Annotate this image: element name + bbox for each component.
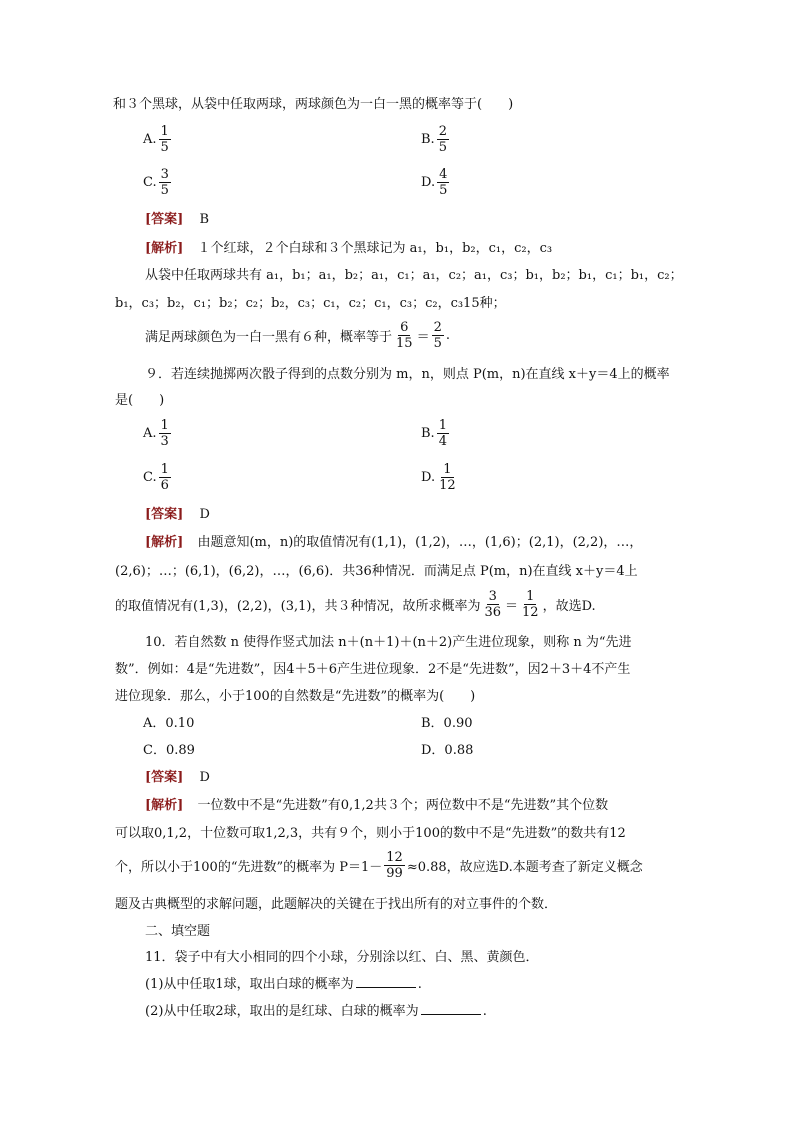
option-label: D. [421,175,436,190]
q11-stem: 11．袋子中有大小相同的四个小球，分别涂以红、白、黑、黄颜色． [145,950,539,965]
answer-value: D [199,507,210,522]
q8-option-a[interactable] [143,124,173,155]
q9-option-b[interactable] [421,418,451,449]
q8-analysis-line-1: [解析] １个红球，２个白球和３个黑球记为 a₁，b₁，b₂，c₁，c₂，c₃ [145,241,553,256]
option-fraction: $\frac{1}{4}$ [438,418,447,449]
analysis-tag: [解析] [145,798,184,813]
q9-answer [145,505,210,525]
section-heading: 二、填空题 [145,924,211,939]
q10-stem-line-3: 进位现象．那么，小于100的自然数是“先进数”的概率为( ) [115,689,476,704]
fraction: $\frac{3}{36}$ [484,589,502,620]
option-fraction: $\frac{3}{5}$ [160,167,169,198]
q8-analysis-line-3: b₁，c₃；b₂，c₁；b₂；c₂；b₂，c₃；c₁，c₂；c₁，c₃；c₂，c₃15种； [115,296,506,311]
option-label: A. [143,426,157,441]
option-label: B. [421,426,435,441]
q9-analysis-line-1: [解析] 由题意知(m，n)的取值情况有(1,1)，(1,2)，…，(1,6)；(2,1)，(2,2)，…， [145,535,643,550]
q10-option-c[interactable]: C．0.89 [143,743,195,758]
option-label: D. [421,470,436,485]
answer-value: D [199,770,210,785]
answer-tag: [答案] [145,212,184,227]
answer-blank[interactable] [356,975,416,988]
q10-analysis-line-2: 可以取0,1,2，十位数可取1,2,3，共有９个，则小于100的数中不是“先进数”的数共有12 [115,826,626,841]
q9-analysis-line-2: (2,6)；…；(6,1)，(6,2)，…，(6,6)．共36种情况．而满足点 P(m，n)在直线 x＋y＝4上 [115,564,638,579]
option-fraction: $\frac{1}{12}$ [439,462,456,493]
q10-analysis-line-3: 个，所以小于100的“先进数”的概率为 P＝1－ $\frac{12}{99}$ ≈0.88，故应选D.本题考查了新定义概念 [115,850,643,881]
q9-analysis-line-3: 的取值情况有(1,3)，(2,2)，(3,1)，共３种情况，故所求概率为 $\frac{3}{36}$ ＝ $\frac{1}{12}$ ，故选D. [115,589,596,620]
q8-option-b[interactable] [421,124,451,155]
option-label: A. [143,132,157,147]
option-label: C. [143,470,157,485]
q10-option-b[interactable]: B．0.90 [421,716,473,731]
q10-option-d[interactable]: D．0.88 [421,743,474,758]
fraction: $\frac{12}{99}$ [386,850,403,881]
answer-blank[interactable] [421,1002,481,1015]
q8-option-c[interactable] [143,167,173,198]
option-label: B. [421,132,435,147]
q8-stem-tail: 和３个黑球，从袋中任取两球，两球颜色为一白一黑的概率等于( ) [113,97,514,112]
fraction: $\frac{1}{12}$ [522,589,539,620]
analysis-tag: [解析] [145,241,184,256]
q10-analysis-line-4: 题及古典概型的求解问题，此题解决的关键在于找出所有的对立事件的个数． [115,897,558,912]
option-fraction: $\frac{1}{6}$ [160,462,169,493]
q8-answer [145,210,209,230]
answer-tag: [答案] [145,507,184,522]
q10-option-a[interactable]: A．0.10 [143,716,195,731]
fraction: $\frac{2}{5}$ [433,320,442,351]
option-fraction: $\frac{1}{3}$ [160,418,169,449]
q9-option-c[interactable] [143,462,173,493]
q9-option-a[interactable] [143,418,173,449]
q9-stem-line-1: ９．若连续抛掷两次骰子得到的点数分别为 m，n，则点 P(m，n)在直线 x＋y＝4上的概率 [145,367,670,382]
analysis-tag: [解析] [145,535,184,550]
q9-option-d[interactable] [421,462,460,493]
q8-option-d[interactable] [421,167,451,198]
answer-value: B [199,212,210,227]
option-fraction: $\frac{2}{5}$ [438,124,447,155]
q11-sub-2: (2)从中任取2球，取出的是红球、白球的概率为 . [145,1004,487,1019]
q10-stem-line-2: 数”．例如：4是“先进数”，因4＋5＋6产生进位现象．2不是“先进数”，因2＋3＋4不产生 [115,662,631,677]
q11-sub-1: (1)从中任取1球，取出白球的概率为 . [145,977,422,992]
option-fraction: $\frac{4}{5}$ [439,167,448,198]
answer-tag: [答案] [145,770,184,785]
q8-analysis-line-2: 从袋中任取两球共有 a₁，b₁；a₁，b₂；a₁，c₁；a₁，c₂；a₁，c₃；b₁，b₂；b₁，c₁；b₁，c₂； [145,268,683,283]
option-fraction: $\frac{1}{5}$ [160,124,169,155]
option-label: C. [143,175,157,190]
q9-stem-line-2: 是( ) [115,393,165,408]
q10-answer [145,768,210,788]
q10-stem-line-1: 10．若自然数 n 使得作竖式加法 n＋(n＋1)＋(n＋2)产生进位现象，则称 n 为“先进 [145,635,632,650]
q8-analysis-line-4: 满足两球颜色为一白一黑有６种，概率等于 $\frac{6}{15}$ ＝ $\frac{2}{5}$ . [145,320,450,351]
q10-analysis-line-1: [解析] 一位数中不是“先进数”有0,1,2共３个；两位数中不是“先进数”其个位数 [145,798,609,813]
fraction: $\frac{6}{15}$ [396,320,413,351]
